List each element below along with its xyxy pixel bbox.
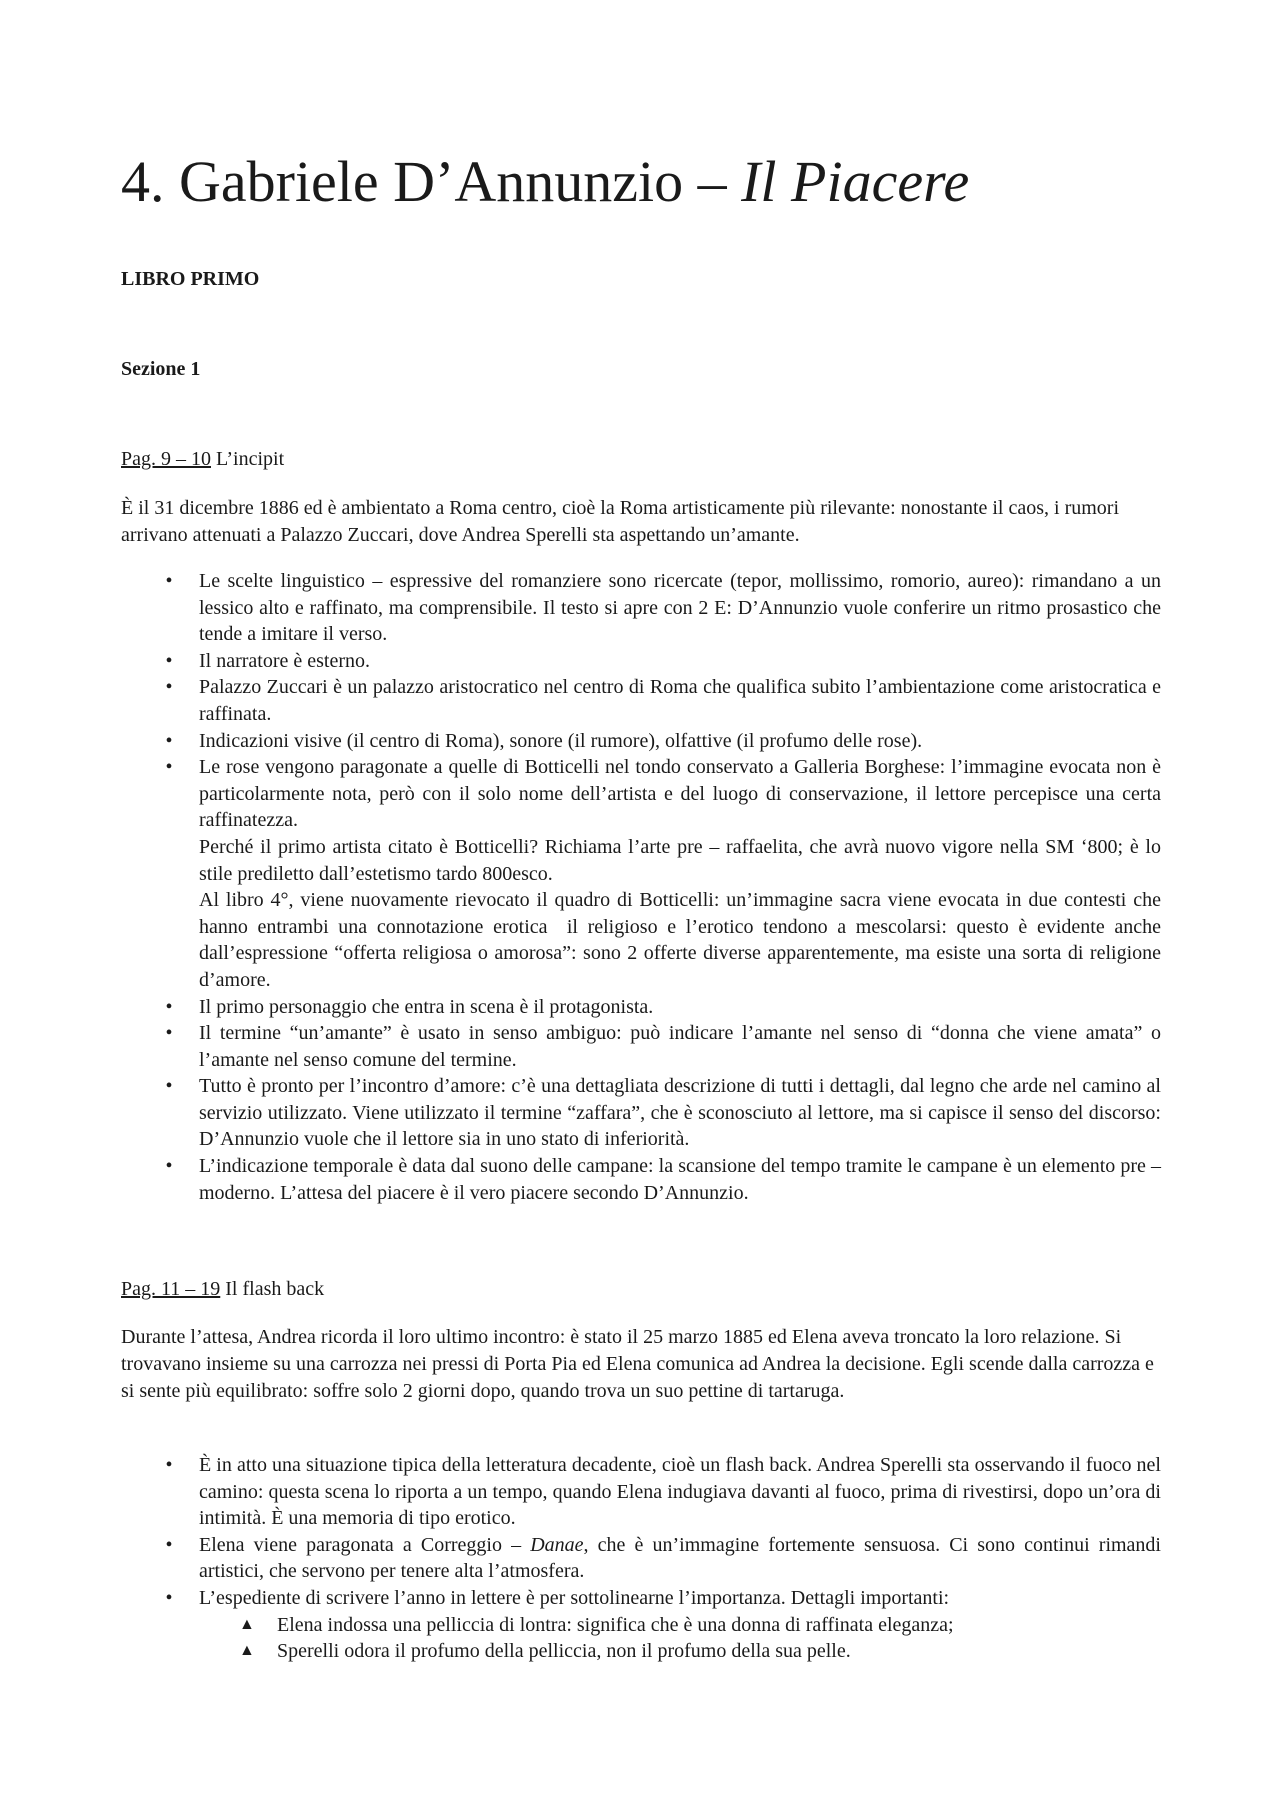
book-heading: LIBRO PRIMO [121, 268, 260, 290]
triangle-bullet-icon: ▲ [239, 1615, 255, 1633]
continuation-paragraph: Al libro 4°, viene nuovamente rievocato il quadro di Botticelli: un’immagine sacra viene evocata in due contesti che hanno entrambi una connotazione erotica il religioso e l’erotico tendono a mescolarsi: questo è evidente anche dall’espressione “offerta religiosa o amorosa”: sono 2 offerte diverse apparentemente, ma esiste una sorta di religione d’amore. [199, 889, 1161, 991]
list-item: • Indicazioni visive (il centro di Roma), sonore (il rumore), olfattive (il profumo delle rose). [121, 728, 1161, 755]
italic-title: Danae [530, 1533, 584, 1556]
sub-list-item: ▲ Elena indossa una pelliccia di lontra: significa che è una donna di raffinata eleganza; [199, 1612, 1161, 1639]
page-reference: Pag. 11 – 19 [121, 1278, 221, 1300]
bullet-marker: • [165, 1022, 173, 1045]
subsection-title: L’incipit [211, 448, 285, 470]
subsection-title: Il flash back [220, 1278, 325, 1300]
bullet-marker: • [165, 1155, 173, 1178]
bullet-marker: • [165, 649, 173, 672]
list-item: • Elena viene paragonata a Correggio – Danae, che è un’immagine fortemente sensuosa. Ci sono continui rimandi artistici, che servono per tenere alta l’atmosfera. [121, 1532, 1161, 1585]
sub-list-item: ▲ Sperelli odora il profumo della pelliccia, non il profumo della sua pelle. [199, 1638, 1161, 1665]
list-item: • Le scelte linguistico – espressive del romanziere sono ricercate (tepor, mollissimo, romorio, aureo): rimandano a un lessico alto e raffinato, ma comprensibile. Il testo si apre con 2 E: D’Annunzio vuole conferire un ritmo prosastico che tende a imitare il verso. [121, 568, 1161, 648]
continuation-paragraph: Perché il primo artista citato è Botticelli? Richiama l’arte pre – raffaelita, che avrà nuovo vigore nella SM ‘800; è lo stile prediletto dall’estetismo tardo 800esco. [199, 835, 1161, 885]
bullet-list-flashback [121, 1452, 1161, 1665]
bullet-marker: • [165, 1454, 173, 1476]
page-title [121, 150, 969, 214]
bullet-marker: • [165, 570, 173, 592]
list-item: • Il termine “un’amante” è usato in senso ambiguo: può indicare l’amante nel senso di “donna che viene amata” o l’amante nel senso comune del termine. [121, 1020, 1161, 1073]
bullet-marker: • [165, 676, 173, 699]
intro-paragraph: Durante l’attesa, Andrea ricorda il loro ultimo incontro: è stato il 25 marzo 1885 ed Elena aveva troncato la loro relazione. Si trovavano insieme su una carrozza nei pressi di Porta Pia ed Elena comunica ad Andrea la decisione. Egli scende dalla carrozza e si sente più equilibrato: soffre solo 2 giorni dopo, quando trova un suo pettine di tartaruga. [121, 1326, 1154, 1402]
list-item: • Tutto è pronto per l’incontro d’amore: c’è una dettagliata descrizione di tutti i dettagli, dal legno che arde nel camino al servizio utilizzato. Viene utilizzato il termine “zaffara”, che è sconosciuto al lettore, ma si capisce il senso del discorso: D’Annunzio vuole che il lettore sia in uno stato di inferiorità. [121, 1073, 1161, 1153]
bullet-list-incipit [121, 568, 1161, 1206]
bullet-marker: • [165, 995, 173, 1018]
list-item: • Palazzo Zuccari è un palazzo aristocratico nel centro di Roma che qualifica subito l’ambientazione come aristocratica e raffinata. [121, 674, 1161, 727]
bullet-marker: • [165, 1075, 173, 1098]
title-italic: Il Piacere [741, 149, 970, 214]
list-item: • È in atto una situazione tipica della letteratura decadente, cioè un flash back. Andrea Sperelli sta osservando il fuoco nel camino: questa scena lo riporta a un tempo, quando Elena indugiava davanti al fuoco, prima di rivestirsi, dopo un’ora di intimità. È una memoria di tipo erotico. [121, 1452, 1161, 1532]
triangle-bullet-icon: ▲ [239, 1642, 255, 1660]
subsection-heading-incipit [121, 446, 284, 472]
section-heading: Sezione 1 [121, 358, 201, 380]
page-reference: Pag. 9 – 10 [121, 448, 211, 470]
title-prefix: 4. Gabriele D’Annunzio – [121, 149, 742, 214]
subsection-heading-flashback [121, 1276, 324, 1302]
list-item: • L’espediente di scrivere l’anno in lettere è per sottolinearne l’importanza. Dettagli importanti: ▲ Elena indossa una pelliccia di lontra: significa che è una donna di raffinata eleganza; ▲ Sperelli odora il profumo della pelliccia, non il profumo della sua pelle. [121, 1585, 1161, 1665]
list-item: • Il primo personaggio che entra in scena è il protagonista. [121, 994, 1161, 1021]
sub-bullet-list [199, 1612, 1161, 1665]
list-item: • Le rose vengono paragonate a quelle di Botticelli nel tondo conservato a Galleria Borghese: l’immagine evocata non è particolarmente nota, però con il solo nome dell’artista e del luogo di conservazione, il lettore percepisce una certa raffinatezza. Perché il primo artista citato è Botticelli? Richiama l’arte pre – raffaelita, che avrà nuovo vigore nella SM ‘800; è lo stile prediletto dall’estetismo tardo 800esco. Al libro 4°, viene nuovamente rievocato il quadro di Botticelli: un’immagine sacra viene evocata in due contesti che hanno entrambi una connotazione erotica il religioso e l’erotico tendono a mescolarsi: questo è evidente anche dall’espressione “offerta religiosa o amorosa”: sono 2 offerte diverse apparentemente, ma esiste una sorta di religione d’amore. [121, 754, 1161, 993]
intro-paragraph: È il 31 dicembre 1886 ed è ambientato a Roma centro, cioè la Roma artisticamente più rilevante: nonostante il caos, i rumori arrivano attenuati a Palazzo Zuccari, dove Andrea Sperelli sta aspettando un’amante. [121, 497, 1120, 546]
bullet-marker: • [165, 729, 173, 752]
bullet-marker: • [165, 1586, 173, 1609]
bullet-marker: • [165, 1533, 173, 1556]
list-item: • Il narratore è esterno. [121, 648, 1161, 675]
list-item: • L’indicazione temporale è data dal suono delle campane: la scansione del tempo tramite le campane è un elemento pre – moderno. L’attesa del piacere è il vero piacere secondo D’Annunzio. [121, 1153, 1161, 1206]
bullet-marker: • [165, 756, 173, 779]
